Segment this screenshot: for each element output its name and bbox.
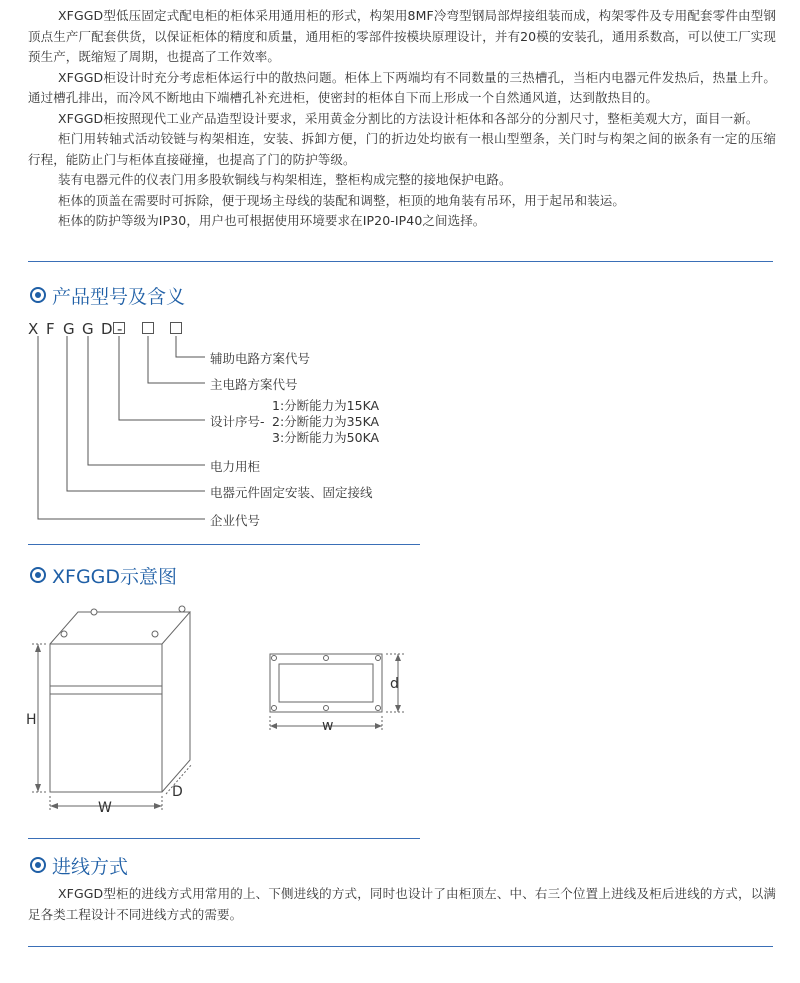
- label-design-option-1: 1:分断能力为15KA: [272, 398, 380, 413]
- cabinet-schematic: [0, 590, 420, 830]
- intro-paragraph-6: 柜体的顶盖在需要时可拆除，便于现场主母线的装配和调整，柜顶的地角装有吊环，用于起吊和装运。: [58, 192, 626, 208]
- divider-3: [28, 838, 420, 839]
- label-design-option-3: 3:分断能力为50KA: [272, 430, 380, 445]
- wiring-section-title: 进线方式: [52, 855, 129, 878]
- dim-label-h: H: [26, 712, 37, 728]
- label-design-option-2: 2:分断能力为35KA: [272, 414, 380, 429]
- label-main-circuit: 主电路方案代号: [210, 377, 298, 392]
- dim-label-d-small: d: [390, 676, 399, 692]
- intro-paragraph-7: 柜体的防护等级为IP30，用户也可根据使用环境要求在IP20-IP40之间选择。: [58, 213, 486, 228]
- label-fixed-install: 电器元件固定安装、固定接线: [210, 485, 373, 500]
- intro-paragraph-3: XFGGD柜按照现代工业产品造型设计要求，采用黄金分割比的方法设计柜体和各部分的分割尺寸，整柜美观大方，面目一新。: [58, 110, 759, 126]
- diagram-section-title: XFGGD示意图: [52, 565, 178, 588]
- label-design-prefix: 设计序号-: [210, 414, 265, 429]
- intro-paragraph-4: 柜门用转轴式活动铰链与构架相连，安装、拆卸方便，门的折边处均嵌有一根山型塑条，关门时与构架之间的嵌条有一定的压缩行程，能防止门与柜体直接碰撞，也提高了门的防护等级。: [28, 131, 776, 167]
- code-letter-d: D: [101, 320, 113, 338]
- dim-label-w-small: w: [322, 718, 334, 734]
- code-dash: -: [117, 320, 123, 338]
- target-circle-icon: [30, 567, 46, 583]
- label-power-cabinet: 电力用柜: [210, 459, 261, 474]
- cabinet-front: [50, 644, 162, 792]
- intro-paragraph-5: 装有电器元件的仪表门用多股软铜线与构架相连，整柜构成完整的接地保护电路。: [58, 172, 512, 187]
- wiring-text: [28, 884, 776, 925]
- dim-label-w: W: [98, 800, 112, 816]
- label-aux-circuit: 辅助电路方案代号: [210, 351, 311, 366]
- code-letter-g1: G: [63, 320, 75, 338]
- intro-paragraph-2: XFGGD柜设计时充分考虑柜体运行中的散热问题。柜体上下两端均有不同数量的三热槽孔，当柜内电器元件发热后，热量上升。通过槽孔排出，而冷风不断地由下端槽孔补充进柜，使密封的柜体自下而上形成一个自然通风道，达到散热目的。: [28, 69, 776, 105]
- code-letter-f: F: [46, 320, 55, 338]
- dim-label-d: D: [172, 784, 183, 800]
- divider-4: [28, 946, 773, 947]
- code-letter-x: X: [28, 320, 39, 338]
- intro-paragraph-1: XFGGD型低压固定式配电柜的柜体采用通用柜的形式，构架用8MF冷弯型钢局部焊接组装而成，构架零件及专用配套零件由型钢顶点生产厂配套供货，以保证柜体的精度和质量，通用柜的零部件按模块原理设计，并有20模的安装孔，通用系数高，可以使工厂实现预生产，既缩短了周期，也提高了工作效率。: [28, 8, 776, 64]
- wiring-section-heading: [30, 852, 128, 878]
- plan-outer-frame: [270, 654, 382, 712]
- cabinet-top: [50, 612, 190, 644]
- model-section-title: 产品型号及含义: [52, 285, 186, 308]
- wiring-paragraph: XFGGD型柜的进线方式用常用的上、下侧进线的方式，同时也设计了由柜顶左、中、右三个位置上进线及柜后进线的方式，以满足各类工程设计不同进线方式的需要。: [28, 886, 776, 922]
- divider-2: [28, 544, 420, 545]
- label-company-code: 企业代号: [210, 513, 261, 528]
- plan-inner-frame: [279, 664, 373, 702]
- diagram-section-heading: [30, 562, 177, 588]
- code-letter-g2: G: [82, 320, 94, 338]
- target-circle-icon: [30, 857, 46, 873]
